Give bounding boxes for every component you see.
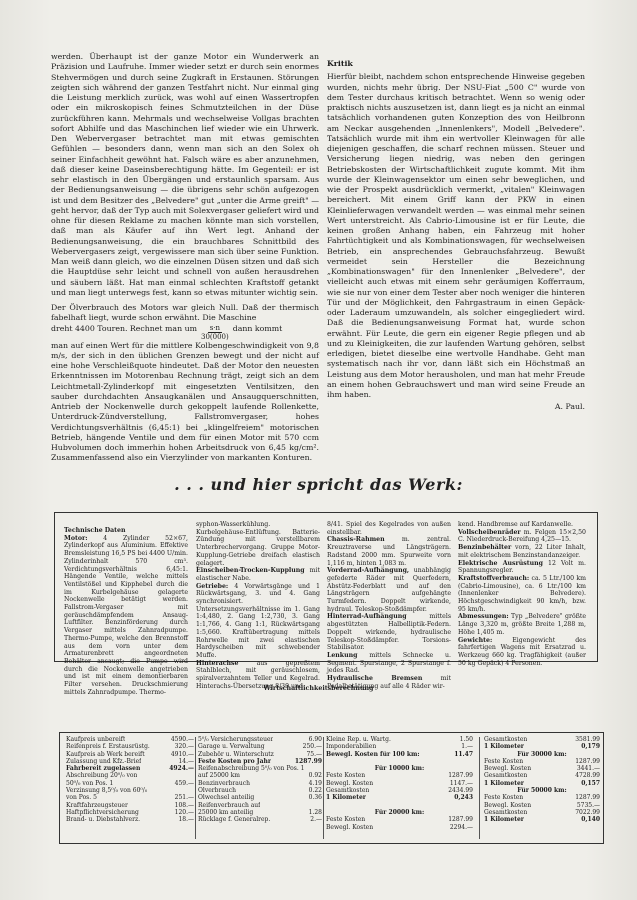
cost-row: [66, 772, 194, 779]
cost-value: 7022.99: [575, 808, 600, 816]
cost-column: [326, 736, 473, 831]
technical-text: 4 Zylinder 52×67, Zylinderkopf aus Aluminium. Effektive Bremsleistung 16,5 PS bei 4400 U/min. Zylinderinhalt 570 cm³. Verdichtungsverhältnis 6,45:1. Hängende Ventile, welche mittels Ventilstößel und Kipphebel durch die im Kurbelgehäuse gelagerte Nockenwelle betätigt werden. Fallstrom-Vergaser mit geräuschdämpfendem Ansaug-Luftfilter. Benzinförderung durch Vergaser mittels Zahnradpumpe. Thermo-Pumpe, welche den Brennstoff aus dem vorn unter dem Armaturenbrett angeordneten Behälter ansaugt; die Pumpe wird durch die Nockenwelle angetrieben und ist mit einem demontierbaren Filter versehen. Druckschmierung mittels Zahnradpumpe. Thermo-: [64, 534, 188, 696]
technical-paragraph: [327, 613, 451, 652]
cost-row: [198, 751, 322, 758]
technical-text: Typ „Belvedere" größte Länge 3,320 m, größte Breite 1,288 m, Höhe 1,405 m.: [458, 613, 586, 636]
author-signature: A. Paul.: [554, 402, 585, 412]
technical-label: Abmessungen:: [458, 613, 509, 621]
cost-label: Kleine Rep. u. Wartg.: [326, 736, 391, 743]
cost-row: [66, 802, 194, 809]
cost-value: 0,179: [581, 743, 600, 751]
cost-value: 2.—: [310, 816, 322, 824]
cost-value: 1.—: [461, 743, 473, 751]
technical-text: mittels abgestützten Halbelliptik-Federn. Doppelt wirkende, hydraulische Teleskop-Stoßdämpfer. Torsions-Stabilisator.: [327, 613, 451, 652]
cost-label: Für 50000 km:: [517, 787, 567, 795]
cost-label: Rücklage f. Generalrep.: [198, 816, 271, 824]
cost-row: [484, 816, 600, 823]
cost-value: [320, 802, 322, 809]
technical-paragraph: [458, 613, 586, 636]
cost-label: Feste Kosten pro Jahr: [198, 757, 272, 765]
cost-row: [326, 802, 473, 809]
technical-text: aus gepreßtem Stahlblech, mit geräuschlosem, spiralverzahntem Teller und Kegelrad. Hinterachs-Übersetzung 8/39 und: [196, 659, 320, 690]
cost-value: 250.—: [302, 743, 322, 751]
cost-row: [66, 794, 194, 801]
cost-row: [198, 765, 322, 772]
cost-row: [484, 758, 600, 765]
cost-label: Garage u. Verwaltung: [198, 743, 265, 751]
cost-value: 320.—: [174, 743, 194, 751]
cost-label: Abschreibung 20⁰/₀ von: [66, 772, 138, 780]
cost-row: [484, 780, 600, 787]
technical-label: Hydraulische Bremsen: [327, 675, 423, 683]
technical-label: Chassis-Rahmen: [327, 536, 385, 544]
cost-row: [326, 743, 473, 750]
cost-row: [66, 751, 194, 758]
cost-label: Haftpflichtversicherung: [66, 808, 139, 816]
cost-row: [326, 787, 473, 794]
cost-label: von Pos. 5: [66, 794, 97, 802]
cost-row: [484, 751, 600, 758]
cost-label: [326, 758, 328, 765]
cost-value: 4590.—: [170, 736, 194, 743]
cost-value: [192, 787, 194, 794]
cost-row: [484, 809, 600, 816]
cost-row: [326, 751, 473, 758]
technical-paragraph: [458, 529, 586, 544]
section-heading-kritik: Kritik: [327, 59, 353, 68]
paragraph-text: dreht 4400 Touren. Rechnet man um: [51, 323, 197, 333]
technical-paragraph: [327, 521, 451, 536]
technical-text: m. Felgen 15×2,50 C. Niederdruck-Bereifung 4,25—15.: [458, 528, 586, 544]
cost-label: Reifenabschreibung 5⁰/₀ von Pos. 1: [198, 765, 305, 773]
cost-label: Ölwechsel anteilig: [198, 794, 255, 802]
cost-value: 2434.99: [448, 787, 473, 795]
cost-row: [198, 802, 322, 809]
cost-row: [66, 816, 194, 823]
cost-label: 1 Kilometer: [484, 816, 524, 824]
cost-row: [198, 794, 322, 801]
cost-label: Kaufpreis ab Werk bereift: [66, 750, 145, 758]
cost-row: [326, 758, 473, 765]
cost-value: [320, 765, 322, 772]
cost-row: [484, 772, 600, 779]
cost-column: [198, 736, 322, 824]
cost-calculation-box: [59, 732, 604, 844]
technical-paragraph: [196, 567, 320, 582]
cost-value: [471, 802, 473, 809]
cost-column: [66, 736, 194, 824]
cost-label: Kaufpreis unbereift: [66, 736, 126, 743]
technical-label: Vorderrad-Aufhängung,: [327, 567, 410, 575]
cost-label: Bewegl. Kosten für 100 km:: [326, 750, 420, 758]
technical-label: Einscheiben-Trocken-Kupplung: [196, 567, 305, 575]
cost-label: Zubehör u. Winterschutz: [198, 750, 274, 758]
cost-label: Verzinsung 8,5⁰/₀ von 60⁰/₀: [66, 787, 148, 795]
cost-column: [484, 736, 600, 824]
cost-row: [326, 816, 473, 823]
cost-value: 4.19: [308, 779, 322, 787]
cost-row: [66, 765, 194, 772]
cost-label: Feste Kosten: [326, 772, 366, 780]
cost-value: 11.47: [454, 750, 473, 758]
technical-label: Lenkung: [327, 651, 358, 659]
cost-label: Bewegl. Kosten: [484, 765, 532, 773]
technical-column: [327, 521, 451, 690]
formula-fraction: [201, 324, 229, 341]
cost-row: [66, 758, 194, 765]
technical-text: 4 Vorwärtsgänge und 1 Rückwärtsgang, 3. und 4. Gang synchronisiert. Untersetzungsverhältnisse im 1. Gang 1:4,480, 2. Gang 1:2,730, 3. Gang 1:1,766, 4. Gang 1:1, Rückwärtsgang 1:5,660. Kraftübertragung mittels Rohrwelle mit zwei elastischen Hardyscheiben mit schwebender Muffe.: [196, 582, 320, 659]
technical-label: Vollscheibenräder: [458, 528, 521, 536]
technical-paragraph: [458, 560, 586, 575]
cost-label: 5⁰/₀ Versicherungssteuer: [198, 736, 274, 743]
cost-value: 3581.99: [575, 736, 600, 743]
cost-value: 4924.—: [169, 765, 194, 773]
cost-row: [326, 824, 473, 831]
cost-value: 120.—: [174, 808, 194, 816]
cost-label: Reifenpreis f. Erstausrüstg.: [66, 743, 150, 751]
cost-label: Kraftfahrzeugsteuer: [66, 801, 128, 809]
paragraph-text: dann kommt: [232, 323, 283, 333]
cost-label: Feste Kosten: [484, 757, 524, 765]
paragraph: werden. Überhaupt ist der ganze Motor ein Wunderwerk an Präzision und Laufruhe. Immer wieder setzt er durch sein enormes Stehvermögen und durch seine Zugkraft in Erstaunen. Störungen zeigten sich während der ganzen Testfahrt nicht. Nur einmal ging die Leistung merklich zurück, was wohl auf einen Wassertropfen oder ein mikroskopisch feines Schmutzteilchen in der Düse zurückführen kann. Mehrmals und wechselweise Vollgas brachten sofort Abhilfe und das Maschinchen lief wieder wie ein Uhrwerk. Den Webervergaser betrachtet man mit etwas gemischten Gefühlen — besonders dann, wenn man sich an den Solex oh seiner Einfachheit gewöhnt hat. Falsch wäre es aber anzunehmen, daß dieser keine Daseinsberechtigung hätte. Im Gegenteil: er ist sehr elastisch in den Übergängen und erstaunlich sparsam. Aus der Bedienungsanweisung — die übrigens sehr schön aufgezogen ist und dem Besitzer des „Belvedere" gut „unter die Arme greift" — geht hervor, daß der Typ auch mit Solexvergaser geliefert wird und ohne für diesen Reklame zu machen könnte man sich vorstellen, daß man als Käufer auf ihn Wert legt. Anhand der Bedienungsanweisung, die ein brauchbares Schnittbild des Webervergasers zeigt, vergewissere man sich über seine Funktion. Man weiß dann gleich, wo die einzelnen Düsen sitzen und daß sich die Hauptdüse sehr leicht und schnell von außen herausdrehen und säubern läßt. Hat man einmal schlechten Kraftstoff getankt und man liegt unterwegs fest, kann so etwas mitunter wichtig sein.: [51, 52, 319, 297]
cost-row: [484, 794, 600, 801]
cost-value: 3441.—: [576, 765, 600, 773]
cost-value: 18.—: [178, 816, 194, 824]
cost-value: 251.—: [174, 794, 194, 802]
cost-label: Für 20000 km:: [374, 808, 425, 816]
cost-row: [484, 787, 600, 794]
cost-value: 108.—: [174, 801, 194, 809]
cost-row: [484, 736, 600, 743]
technical-paragraph: [196, 583, 320, 660]
technical-paragraph: [458, 521, 586, 529]
cost-value: 1287.99: [575, 794, 600, 802]
technical-text: mit elastischer Nabe.: [196, 567, 320, 582]
technical-column: [458, 521, 586, 667]
cost-value: 1287.99: [448, 816, 473, 824]
cost-label: Reifenverbrauch auf: [198, 801, 261, 809]
cost-table-title: Wirtschaftlichkeitsberechnung: [263, 685, 374, 692]
paragraph-text: Der Ölverbrauch des Motors war gleich Null. Daß der thermisch fabelhaft liegt, wurde schon erwähnt. Die Maschine: [51, 303, 319, 323]
cost-label: Feste Kosten: [326, 816, 366, 824]
cost-row: [326, 736, 473, 743]
cost-label: 1 Kilometer: [484, 743, 524, 751]
column-divider: [323, 737, 324, 839]
cost-value: 1147.—: [449, 779, 473, 787]
cost-row: [198, 772, 322, 779]
cost-label: Fahrbereit zugelassen: [66, 765, 141, 773]
technical-text: 12 Volt m. Spannungsregler.: [458, 559, 586, 575]
cost-value: 4728.99: [575, 772, 600, 780]
cost-label: Zulassung und Kfz.-Brief: [66, 757, 142, 765]
cost-row: [198, 809, 322, 816]
technical-text: unabhängig gefederte Räder mit Querfedern, Abstütz-Federblatt und auf den Längsträgern aufgehängte Turmfedern. Doppelt wirkende, hydraul. Teleskop-Stoßdämpfer.: [327, 567, 451, 613]
cost-label: Brand- u. Diebstahlverz.: [66, 816, 141, 824]
cost-value: 4910.—: [170, 750, 194, 758]
cost-row: [326, 780, 473, 787]
technical-label: Motor:: [64, 534, 88, 542]
paragraph: Hierfür bleibt, nachdem schon entsprechende Hinweise gegeben wurden, nichts mehr übrig. Der NSU-Fiat „500 C" wurde von dem Tester durchaus kritisch betrachtet. Wenn so wenig oder praktisch nichts auszusetzen ist, dann liegt es ja nicht an einmal tatsächlich vorhandenen guten Konzeption des von Heilbronn am Neckar ausgehenden „Innenlenkers", Modell „Belvedere". Tatsächlich wurde mit ihm ein wertvoller Kleinwagen für alle diejenigen geschaffen, die scharf rechnen müssen. Steuer und Versicherung liegen niedrig, was neben den geringen Betriebskosten der Wirtschaftlichkeit zugute kommt. Mit ihm wurde der Kleinwagensektor um einen sehr beweglichen, und wie der Prospekt ausdrücklich vermerkt, „vitalen" Kleinwagen bereichert. Mit einem Griff kann der PKW in einen Kleinlieferwagen verwandelt werden — was einmal mehr seinen Wert unterstreicht. Als Cabrio-Limousine ist er für Leute, die keinen großen Anhang haben, ein Fahrzeug mit hoher Fahrtüchtigkeit und als Kombinationswagen, für wechselweisen Betrieb, ein ansprechendes Gebrauchsfahrzeug. Bewußt vermeidet sein Hersteller die Bezeichnung „Kombinationswagen" für den Innenlenker „Belvedere", der vielleicht auch etwas mit einem sehr geräumigen Kofferraum, wie sie nur von einer dem Tester aber noch weniger die hinteren Tür und der Möglichkeit, den Fahrgastraum in einen Gepäck- oder Laderaum umzuwandeln, als solcher eingegliedert wird. Daß die Bedienungsanweisung Format hat, wurde schon erwähnt. Für Leute, die gern ein eigener Regie pflegen und ab und zu Kleinigkeiten, die zur laufenden Wartung gehören, selbst erledigen, bietet dieselbe eine wertvolle Handhabe. Geht man systematisch nach ihr vor, dann läßt sich ein Höchstmaß an Leistung aus dem Motor herausholen, und man hat mehr Freude an einem hohen Gebrauchswert und man wird seine Freude an ihm haben.: [327, 72, 585, 399]
cost-label: Benzinverbrauch: [198, 779, 250, 787]
cost-row: [198, 816, 322, 823]
cost-row: [198, 736, 322, 743]
cost-label: Gesamtkosten: [484, 808, 528, 816]
cost-row: [198, 743, 322, 750]
cost-value: 0,140: [581, 816, 600, 824]
technical-label: Hinterachse: [196, 659, 239, 667]
cost-row: [66, 780, 194, 787]
section-heading-werk: . . . und hier spricht das Werk:: [174, 475, 463, 494]
cost-label: Imponderabilien: [326, 743, 377, 751]
cost-value: 0.22: [308, 787, 322, 795]
cost-value: 6.90: [308, 736, 322, 743]
cost-label: Gesamtkosten: [484, 736, 528, 743]
cost-row: [326, 809, 473, 816]
cost-value: [471, 758, 473, 765]
technical-column: [64, 527, 188, 696]
column-divider: [479, 737, 480, 839]
technical-label: Getriebe:: [196, 582, 229, 590]
cost-row: [198, 780, 322, 787]
cost-label: auf 25000 km: [198, 772, 240, 780]
fraction-numerator: s·n: [209, 323, 221, 332]
cost-label: Gesamtkosten: [326, 787, 370, 795]
technical-text: kend. Handbremse auf Kardanwelle.: [458, 521, 573, 528]
cost-value: 1287.99: [575, 757, 600, 765]
cost-value: 0.36: [308, 794, 322, 802]
fraction-denominator: 30(000): [201, 332, 229, 341]
cost-label: 1 Kilometer: [326, 794, 366, 802]
technical-paragraph: [64, 535, 188, 697]
cost-value: 14.—: [178, 757, 194, 765]
technical-paragraph: [327, 567, 451, 613]
technical-paragraph: [458, 637, 586, 668]
cost-label: Gesamtkosten: [484, 772, 528, 780]
cost-label: Bewegl. Kosten: [326, 779, 374, 787]
cost-label: Ölverbrauch: [198, 787, 237, 795]
technical-text: vorn, 22 Liter Inhalt, mit elektrischem Benzinstandanzeiger.: [458, 544, 586, 559]
technical-label: Gewichte:: [458, 636, 493, 644]
cost-label: Feste Kosten: [484, 794, 524, 802]
cost-value: 459.—: [174, 779, 194, 787]
cost-label: Bewegl. Kosten: [484, 801, 532, 809]
cost-row: [484, 802, 600, 809]
technical-text: 8/41. Spiel des Kegelrades von außen einstellbar.: [327, 521, 451, 536]
technical-label: Hinterrad-Aufhängung: [327, 613, 407, 621]
technical-label: Elektrische Ausrüstung: [458, 559, 543, 567]
cost-row: [66, 809, 194, 816]
cost-value: 1287.99: [294, 757, 322, 765]
cost-row: [326, 772, 473, 779]
cost-label: Für 30000 km:: [517, 750, 567, 758]
cost-row: [66, 736, 194, 743]
cost-value: 1.28: [308, 808, 322, 816]
technical-text: m. zentral. Kreuztraverse und Längsträgern. Radstand 2000 mm. Spurweite vorn 1,116 m, hinten 1,083 m.: [327, 536, 451, 567]
cost-value: 75.—: [306, 750, 322, 758]
paragraph: man auf einen Wert für die mittlere Kolbengeschwindigkeit von 9,8 m/s, der sich in den üblichen Grenzen bewegt und der nicht auf eine hohe Verschleißquote hindeutet. Daß der Motor den neuesten Erkenntnissen im Motorenbau Rechnung trägt, zeigt sich an dem Leichtmetall-Zylinderkopf mit eingesetzten Ventilsitzen, den sauber durchdachten Ansaugkanälen und Ansaugquerschnitten, Antrieb der Nockenwelle durch gekoppelt laufende Rollenkette, Unterdruck-Zündverstellung, Fallstromvergaser, hohes Verdichtungsverhältnis (6,45:1) bei „klingelfreiem" motorischen Betrieb, hängende Ventile und dem für einen Motor mit 570 ccm Hubvolumen doch immerhin hohen Arbeitsdruck von 6,45 kg/cm². Zusammenfassend also ein Vierzylinder von markanten Konturen.: [51, 340, 319, 463]
cost-label: 50⁰/₀ von Pos. 1: [66, 779, 114, 787]
cost-label: [326, 802, 328, 809]
column-divider: [195, 737, 196, 839]
cost-value: 5735.—: [576, 801, 600, 809]
cost-value: 1.50: [459, 736, 473, 743]
paragraph: [51, 303, 319, 324]
cost-value: 0.92: [308, 772, 322, 780]
cost-row: [198, 758, 322, 765]
cost-label: Bewegl. Kosten: [326, 823, 374, 831]
cost-row: [66, 743, 194, 750]
technical-text: Eigengewicht des fahrfertigen Wagens mit Ersatzrad u. Werkzeug 660 kg. Tragfähigkeit (außer 50 kg Gepäck) 4 Personen.: [458, 636, 586, 667]
cost-value: 0,243: [454, 794, 473, 802]
cost-value: [192, 772, 194, 779]
technical-paragraph: [327, 536, 451, 567]
cost-row: [484, 765, 600, 772]
technical-text: ca. 5 Ltr./100 km (Cabrio-Limousine), ca. 6 Ltr./100 km (Innenlenker Belvedere). Höchstgeschwindigkeit 90 km/h, bzw. 95 km/h.: [458, 574, 586, 613]
article-right-column: [327, 52, 585, 413]
technical-label: Kraftstoffverbrauch:: [458, 574, 530, 582]
article-left-column: [51, 52, 319, 464]
cost-label: 1 Kilometer: [484, 779, 524, 787]
cost-row: [66, 787, 194, 794]
technical-paragraph: [196, 521, 320, 567]
technical-paragraph: [458, 544, 586, 559]
technical-paragraph: [327, 652, 451, 675]
technical-text: syphon-Wasserkühlung. Kurbelgehäuse-Entlüftung. Batterie-Zündung mit verstellbarem Unterbrechervorgang. Gruppe Motor-Kupplung-Getriebe dreifach elastisch gelagert.: [196, 521, 320, 567]
technical-label: Benzinbehälter: [458, 544, 512, 552]
cost-value: 0,157: [581, 779, 600, 787]
cost-value: 1287.99: [448, 772, 473, 780]
technical-paragraph: [64, 527, 188, 535]
cost-row: [326, 765, 473, 772]
technical-text: mittels Schnecke u. Segment. Spurstange, 2 Spurstange f. jedes Rad.: [327, 651, 451, 675]
cost-row: [198, 787, 322, 794]
cost-row: [326, 794, 473, 801]
technical-column: [196, 521, 320, 690]
cost-row: [484, 743, 600, 750]
cost-label: 25000 km anteilig: [198, 808, 254, 816]
formula-line: [51, 324, 319, 341]
cost-value: 2294.—: [449, 823, 473, 831]
cost-label: Für 10000 km:: [374, 765, 425, 773]
technical-label: Technische Daten: [64, 527, 126, 534]
technical-text: mit Pedalbetätigung auf alle 4 Räder wir-: [327, 675, 451, 690]
technical-paragraph: [458, 575, 586, 614]
